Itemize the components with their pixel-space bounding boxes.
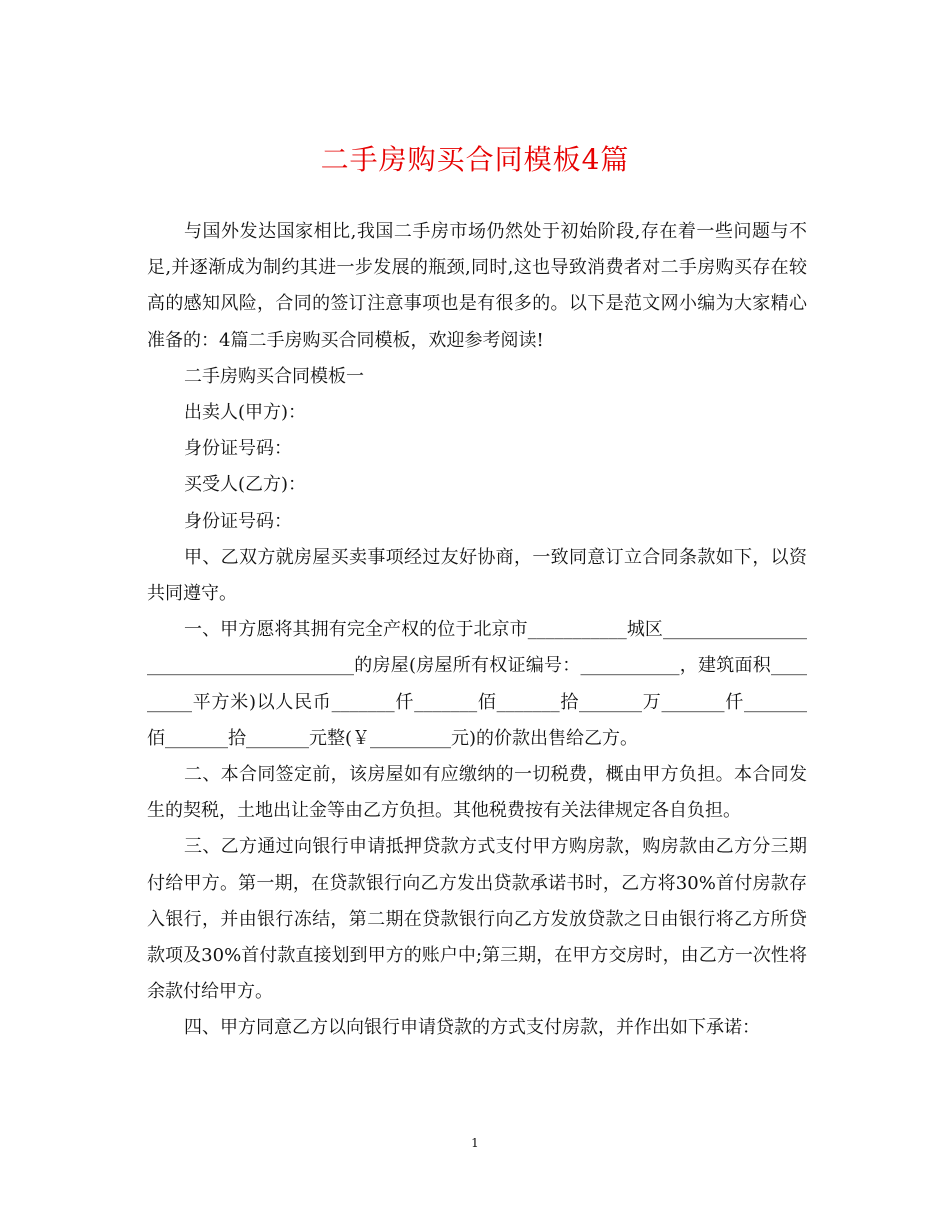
document-body xyxy=(147,214,807,1047)
agreement-paragraph: 甲、乙双方就房屋买卖事项经过友好协商，一致同意订立合同条款如下，以资共同遵守。 xyxy=(147,546,807,605)
seller-id-field: 身份证号码： xyxy=(184,438,292,460)
intro-paragraph: 与国外发达国家相比,我国二手房市场仍然处于初始阶段,存在着一些问题与不足,并逐渐成为制约其进一步发展的瓶颈,同时,这也导致消费者对二手房购买存在较高的感知风险，合同的签订注意事项也是有很多的。以下是范文网小编为大家精心准备的：4篇二手房购买合同模板，欢迎参考阅读! xyxy=(147,221,807,351)
buyer-field: 买受人(乙方)： xyxy=(184,474,307,496)
buyer-id-field: 身份证号码： xyxy=(184,510,292,532)
clause-1: 一、甲方愿将其拥有完全产权的位于北京市___________城区_______________________________________的房屋(房屋所有权证编号：___________，建筑面积_________平方米)以人民币_______仟_______佰_______拾_______万_______仟_______佰_______拾_______元整(￥_________元)的价款出售给乙方。 xyxy=(147,619,807,749)
clause-3: 三、乙方通过向银行申请抵押贷款方式支付甲方购房款，购房款由乙方分三期付给甲方。第一期，在贷款银行向乙方发出贷款承诺书时，乙方将30%首付房款存入银行，并由银行冻结，第二期在贷款银行向乙方发放贷款之日由银行将乙方所贷款项及30%首付款直接划到甲方的账户中;第三期，在甲方交房时，由乙方一次性将余款付给甲方。 xyxy=(147,836,807,1003)
page-number: 1 xyxy=(471,1136,479,1150)
document-title: 二手房购买合同模板4篇 xyxy=(320,143,630,176)
section-heading: 二手房购买合同模板一 xyxy=(184,365,364,387)
seller-field: 出卖人(甲方)： xyxy=(184,402,307,424)
clause-2: 二、本合同签定前，该房屋如有应缴纳的一切税费，概由甲方负担。本合同发生的契税，土地出让金等由乙方负担。其他税费按有关法律规定各自负担。 xyxy=(147,764,807,822)
clause-4: 四、甲方同意乙方以向银行申请贷款的方式支付房款，并作出如下承诺： xyxy=(184,1017,760,1039)
